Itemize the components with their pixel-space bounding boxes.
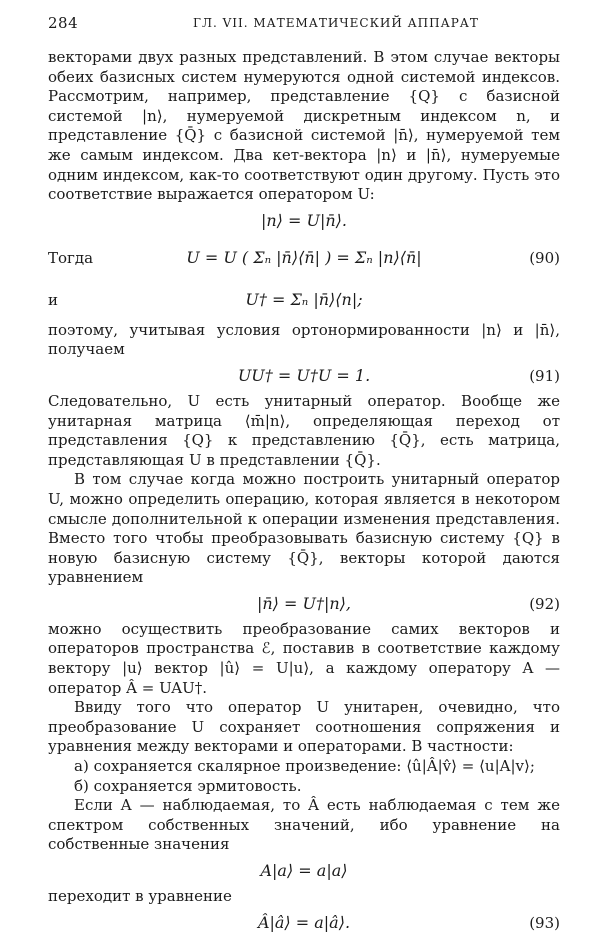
paragraph-6: Ввиду того что оператор U унитарен, очевидно, что преобразование U сохраняет соотношения сопряжения и уравнения между векторами и операторами. В частности: — [48, 698, 560, 756]
equation-92 — [48, 588, 560, 620]
equation-93-text: Â|â⟩ = a|â⟩. — [257, 912, 351, 932]
equation-90-adjoint — [48, 279, 560, 321]
running-title: ГЛ. VII. МАТЕМАТИЧЕСКИЙ АППАРАТ — [193, 16, 479, 30]
list-item-a: а) сохраняется скалярное произведение: ⟨û|Â|v̂⟩ = ⟨u|A|v⟩; — [74, 757, 535, 776]
paragraph-8: переходит в уравнение — [48, 887, 232, 905]
equation-eigenvalue — [48, 855, 560, 887]
list-item-b: б) сохраняется эрмитовость. — [74, 776, 302, 795]
paragraph-4: В том случае когда можно построить унитарный оператор U, можно определить операцию, которая является в некотором смысле дополнительной к операции изменения представления. Вместо того чтобы преобразовывать базисную систему {Q} в новую базисную систему {Q̄}, векторы которой даются уравнением — [48, 470, 560, 587]
equation-definition-text: |n⟩ = U|n̄⟩. — [260, 210, 348, 230]
equation-90-adjoint-lead: и — [48, 290, 58, 309]
equation-91-number: (91) — [529, 366, 560, 385]
equation-91-text: UU† = U†U = 1. — [237, 365, 371, 385]
paragraph-5: можно осуществить преобразование самих векторов и операторов пространства ℰ, поставив в соответствие каждому вектору |u⟩ вектор |û⟩ = U|u⟩, а каждому оператору A — оператор Â = UAU†. — [48, 619, 560, 697]
equation-92-number: (92) — [529, 594, 560, 613]
equation-90-adjoint-text: U† = Σₙ |n̄⟩⟨n|; — [245, 289, 363, 309]
paragraph-3: Следовательно, U есть унитарный оператор. Вообще же унитарная матрица ⟨m̄|n⟩, определяющая переход от представления {Q} к представлению {Q̄}, есть матрица, представляющая U в представлении {Q̄}. — [48, 391, 560, 469]
page-body — [48, 48, 560, 939]
equation-93 — [48, 907, 560, 939]
paragraph-7: Если A — наблюдаемая, то Â есть наблюдаемая с тем же спектром собственных значений, ибо уравнение на собственные значения — [48, 796, 560, 854]
equation-92-text: |n̄⟩ = U†|n⟩, — [256, 593, 352, 613]
running-header — [48, 14, 560, 34]
paragraph-2: поэтому, учитывая условия ортонормированности |n⟩ и |n̄⟩, получаем — [48, 320, 560, 359]
equation-90-text: U = U ( Σₙ |n̄⟩⟨n̄| ) = Σₙ |n⟩⟨n̄| — [186, 247, 422, 267]
paragraph-1: векторами двух разных представлений. В этом случае векторы обеих базисных систем нумеруются одной системой индексов. Рассмотрим, например, представление {Q} с базисной системой |n⟩, нумеруемой дискретным индексом n, и представление {Q̄} с базисной системой |n̄⟩, нумеруемой тем же самым индексом. Два кет-вектора |n⟩ и |n̄⟩, нумеруемые одним индексом, как-то соответствуют один другому. Пусть это соответствие выражается оператором U: — [48, 48, 560, 204]
equation-90-lead: Тогда — [48, 248, 94, 267]
page-number: 284 — [48, 14, 79, 32]
equation-90-number: (90) — [529, 248, 560, 267]
equation-91 — [48, 360, 560, 392]
equation-93-number: (93) — [529, 913, 560, 932]
equation-eigenvalue-text: A|a⟩ = a|a⟩ — [260, 861, 348, 880]
equation-definition — [48, 205, 560, 237]
equation-90 — [48, 237, 560, 279]
